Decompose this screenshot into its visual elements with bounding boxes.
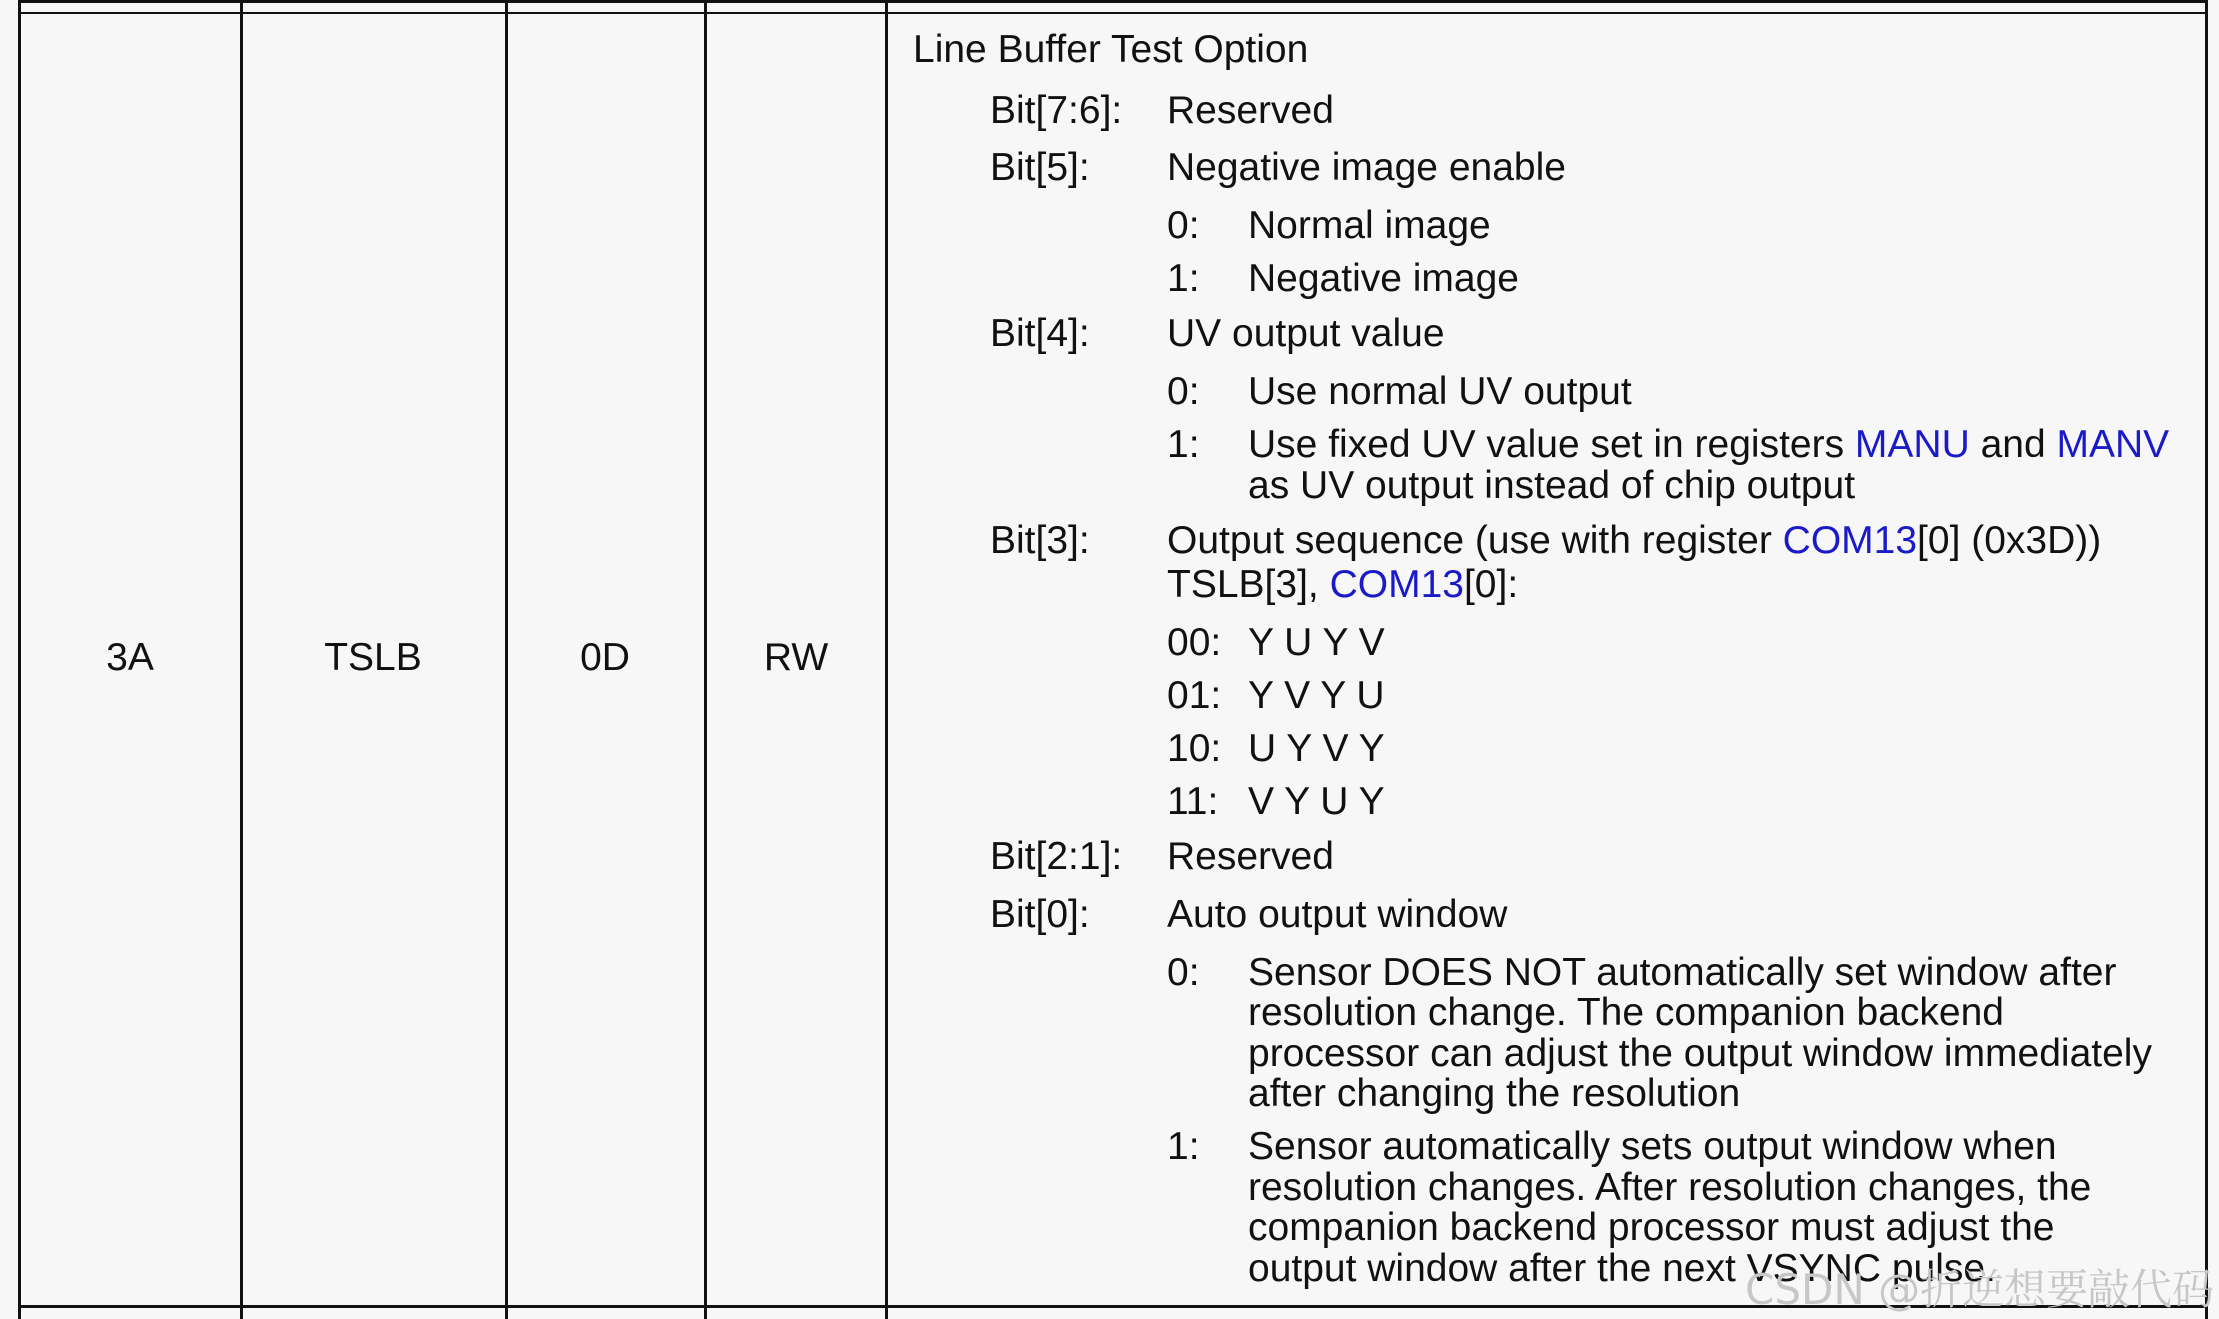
bit-3-text-pre: Output sequence (use with register <box>1167 519 1783 562</box>
register-address: 3A <box>106 636 154 679</box>
bit-4-value-1-line2: as UV output instead of chip output <box>1248 464 1856 507</box>
bit-4-value-1-mid: and <box>1969 423 2057 466</box>
bit-5-text: Negative image enable <box>1167 146 1566 189</box>
col-divider-3 <box>704 0 707 1319</box>
bit-7-6-text: Reserved <box>1167 89 1334 132</box>
bit-5-value-1-text: Negative image <box>1248 257 1519 300</box>
bit-3-value-00-text: Y U Y V <box>1248 621 1385 664</box>
table-left-border <box>18 0 21 1319</box>
manu-register-link[interactable]: MANU <box>1854 423 1970 466</box>
com13-register-link-2[interactable]: COM13 <box>1329 563 1464 606</box>
bit-0-value-0-line3: processor can adjust the output window immediately <box>1248 1032 2152 1075</box>
bit-0-value-0-label: 0: <box>1167 951 1200 994</box>
description-title: Line Buffer Test Option <box>913 28 1309 71</box>
bit-3-label: Bit[3]: <box>990 519 1090 562</box>
bit-3-line2-pre: TSLB[3], <box>1167 563 1330 606</box>
register-default: 0D <box>580 636 630 679</box>
bit-3-text-post: [0] (0x3D)) <box>1917 519 2102 562</box>
bit-0-text: Auto output window <box>1167 893 1508 936</box>
bit-3-line1 <box>1167 521 2101 560</box>
bit-3-value-01-label: 01: <box>1167 674 1222 717</box>
bit-5-value-0-text: Normal image <box>1248 204 1491 247</box>
bit-2-1-text: Reserved <box>1167 835 1334 878</box>
bit-2-1-label: Bit[2:1]: <box>990 835 1123 878</box>
col-divider-4 <box>885 0 888 1319</box>
bit-5-value-1-label: 1: <box>1167 257 1200 300</box>
manv-register-link[interactable]: MANV <box>2056 423 2170 466</box>
bit-4-text: UV output value <box>1167 312 1445 355</box>
bit-3-line2 <box>1167 565 1518 604</box>
table-top-border <box>18 0 2208 3</box>
col-divider-2 <box>505 0 508 1319</box>
bit-4-value-0-label: 0: <box>1167 370 1200 413</box>
bit-3-value-10-label: 10: <box>1167 727 1222 770</box>
bit-3-value-11-label: 11: <box>1167 780 1219 823</box>
bit-3-value-10-text: U Y V Y <box>1248 727 1385 770</box>
bit-0-value-1-line2: resolution changes. After resolution changes, the <box>1248 1166 2092 1209</box>
bit-4-value-1-pre: Use fixed UV value set in registers <box>1248 423 1855 466</box>
bit-0-value-0-line1: Sensor DOES NOT automatically set window after <box>1248 951 2117 994</box>
com13-register-link[interactable]: COM13 <box>1782 519 1918 562</box>
bit-3-value-01-text: Y V Y U <box>1248 674 1385 717</box>
register-name: TSLB <box>324 636 422 679</box>
bit-4-value-0-text: Use normal UV output <box>1248 370 1632 413</box>
bit-4-label: Bit[4]: <box>990 312 1090 355</box>
bit-0-label: Bit[0]: <box>990 893 1090 936</box>
register-rw: RW <box>763 636 829 679</box>
csdn-watermark: CSDN @折逆想要敲代码 <box>1745 1265 2215 1314</box>
bit-3-value-11-text: V Y U Y <box>1248 780 1385 823</box>
col-divider-1 <box>240 0 243 1319</box>
bit-7-6-label: Bit[7:6]: <box>990 89 1123 132</box>
bit-0-value-1-label: 1: <box>1167 1125 1200 1168</box>
table-header-bottom-border <box>18 12 2208 14</box>
bit-0-value-0-line2: resolution change. The companion backend <box>1248 991 2004 1034</box>
bit-0-value-1-line4: output window after the next VSYNC pulse. <box>1248 1247 1996 1290</box>
bit-4-value-1-label: 1: <box>1167 423 1200 466</box>
table-right-border <box>2205 0 2208 1319</box>
bit-0-value-0-line4: after changing the resolution <box>1248 1072 1741 1115</box>
bit-4-value-1-line1 <box>1248 425 2169 464</box>
bit-0-value-1-line1: Sensor automatically sets output window when <box>1248 1125 2057 1168</box>
bit-5-label: Bit[5]: <box>990 146 1090 189</box>
bit-3-line2-post: [0]: <box>1463 563 1519 606</box>
bit-5-value-0-label: 0: <box>1167 204 1200 247</box>
bit-3-value-00-label: 00: <box>1167 621 1222 664</box>
bit-0-value-1-line3: companion backend processor must adjust the <box>1248 1206 2055 1249</box>
